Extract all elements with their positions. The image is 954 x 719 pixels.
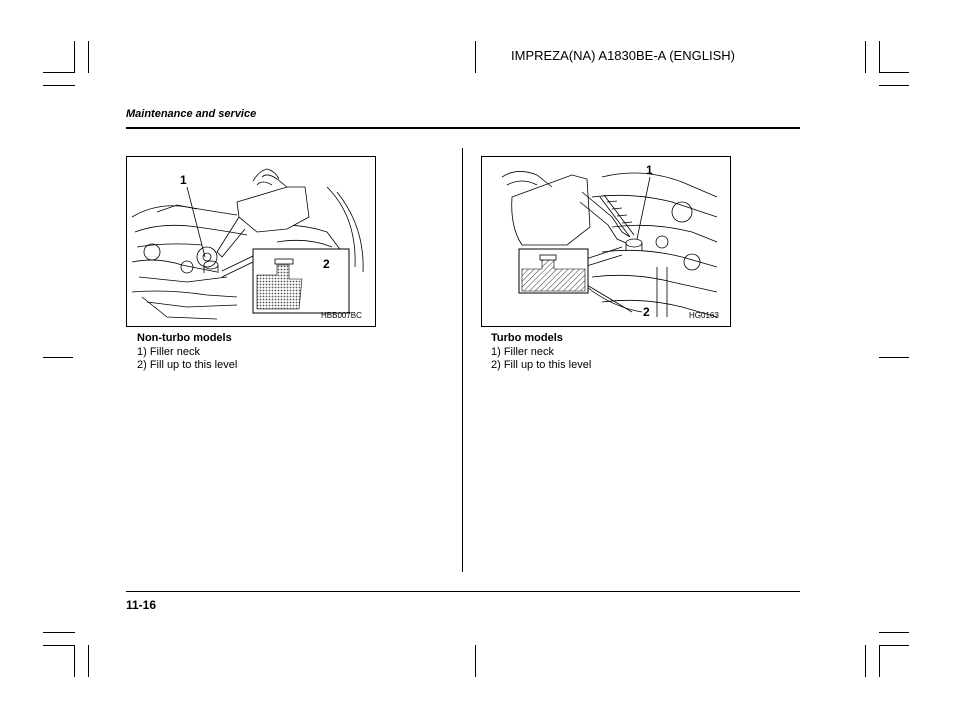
caption-title: Turbo models — [491, 332, 563, 344]
document-id: IMPREZA(NA) A1830BE-A (ENGLISH) — [511, 48, 735, 63]
crop-mark — [475, 645, 476, 677]
callout-1-turbo: 1 — [646, 163, 653, 177]
crop-mark — [74, 645, 75, 677]
crop-mark — [879, 357, 909, 358]
caption-turbo — [491, 332, 591, 373]
column-divider — [462, 148, 463, 572]
callout-2-turbo: 2 — [643, 305, 650, 319]
figure-turbo — [481, 156, 731, 327]
crop-mark — [43, 632, 75, 633]
crop-mark — [879, 645, 909, 646]
caption-non-turbo — [137, 332, 237, 373]
figure-code: HBB007BC — [321, 311, 362, 320]
crop-mark — [43, 72, 75, 73]
crop-mark — [475, 41, 476, 73]
crop-mark — [865, 645, 866, 677]
page-number: 11-16 — [126, 598, 157, 612]
crop-mark — [879, 41, 880, 73]
footer-rule — [126, 591, 800, 592]
header-rule — [126, 127, 800, 129]
crop-mark — [43, 85, 75, 86]
crop-mark — [74, 41, 75, 73]
callout-1-non-turbo: 1 — [180, 173, 187, 187]
crop-mark — [879, 632, 909, 633]
crop-mark — [88, 645, 89, 677]
caption-title: Non-turbo models — [137, 332, 232, 344]
caption-item: 2) Fill up to this level — [491, 359, 592, 371]
caption-item: 2) Fill up to this level — [137, 359, 238, 371]
crop-mark — [879, 645, 880, 677]
figure-code: HG0163 — [689, 311, 719, 320]
caption-item: 1) Filler neck — [137, 345, 200, 358]
crop-mark — [865, 41, 866, 73]
caption-item: 1) Filler neck — [491, 345, 554, 358]
engine-illustration-non-turbo — [127, 157, 375, 326]
crop-mark — [879, 85, 909, 86]
crop-mark — [43, 645, 75, 646]
crop-mark — [88, 41, 89, 73]
crop-mark — [879, 72, 909, 73]
engine-illustration-turbo — [482, 157, 730, 326]
callout-2-non-turbo: 2 — [323, 257, 330, 271]
section-title: Maintenance and service — [126, 108, 257, 120]
crop-mark — [43, 357, 73, 358]
figure-non-turbo — [126, 156, 376, 327]
